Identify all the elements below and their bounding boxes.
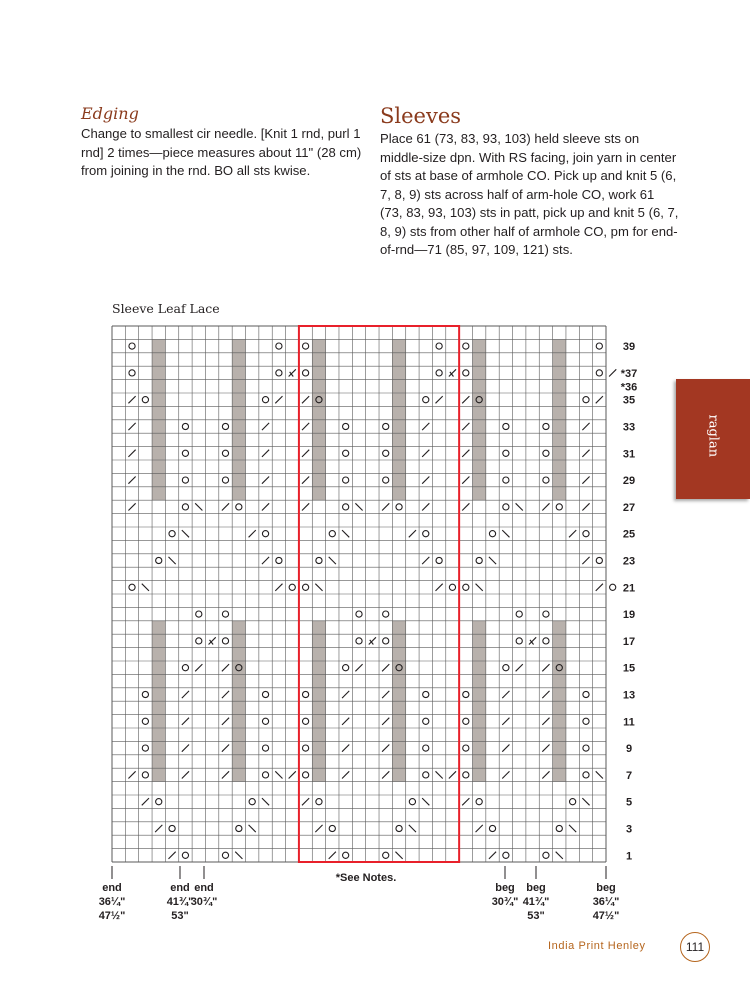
yarnover-symbol [556, 504, 562, 510]
yarnover-symbol [329, 825, 335, 831]
k2tog-symbol [128, 396, 135, 403]
row-label: 33 [622, 421, 636, 434]
yarnover-symbol [383, 477, 389, 483]
yarnover-symbol [583, 397, 589, 403]
size-marker-size: 30¾" [190, 896, 218, 908]
k2tog-symbol [436, 584, 443, 591]
yarnover-symbol [182, 450, 188, 456]
k2tog-symbol [542, 503, 549, 510]
yarnover-symbol [316, 799, 322, 805]
k2tog-symbol [262, 503, 269, 510]
k2tog-symbol [422, 477, 429, 484]
k2tog-symbol [302, 477, 309, 484]
yarnover-symbol [596, 557, 602, 563]
k2tog-symbol [596, 584, 603, 591]
yarnover-symbol [156, 799, 162, 805]
yarnover-symbol [343, 423, 349, 429]
k2tog-symbol [275, 584, 282, 591]
yarnover-symbol [343, 504, 349, 510]
yarnover-symbol [302, 772, 308, 778]
k2tog-symbol [302, 450, 309, 457]
size-marker-size: 41¾" [166, 896, 194, 908]
yarnover-symbol [449, 584, 455, 590]
yarnover-symbol [516, 638, 522, 644]
yarnover-symbol [503, 450, 509, 456]
k2tog-symbol [582, 503, 589, 510]
yarnover-symbol [222, 477, 228, 483]
ssk-symbol [195, 503, 202, 510]
k2tog-symbol [182, 771, 189, 778]
yarnover-symbol [356, 611, 362, 617]
yarnover-symbol [543, 450, 549, 456]
k2tog-symbol [382, 718, 389, 725]
yarnover-symbol [343, 477, 349, 483]
footer-title: India Print Henley [548, 940, 646, 952]
yarnover-symbol [583, 531, 589, 537]
k2tog-symbol [302, 396, 309, 403]
k2tog-symbol [222, 745, 229, 752]
k2tog-symbol [502, 771, 509, 778]
row-label: 3 [625, 823, 633, 836]
k2tog-symbol [422, 503, 429, 510]
k2tog-symbol [422, 557, 429, 564]
yarnover-symbol [583, 772, 589, 778]
k2tog-symbol [476, 825, 483, 832]
k2tog-symbol [262, 477, 269, 484]
yarnover-symbol [423, 745, 429, 751]
row-label: 25 [622, 528, 636, 541]
yarnover-symbol [583, 745, 589, 751]
k2tog-symbol [582, 423, 589, 430]
row-label: 23 [622, 555, 636, 568]
yarnover-symbol [262, 531, 268, 537]
k2tog-symbol [582, 450, 589, 457]
k2tog-symbol [222, 691, 229, 698]
size-marker-size: 36¼" [592, 896, 620, 908]
k2tog-symbol [342, 771, 349, 778]
yarnover-symbol [610, 584, 616, 590]
yarnover-symbol [142, 772, 148, 778]
ssk-symbol [342, 530, 349, 537]
size-marker-size: 53" [171, 910, 189, 922]
ssk-symbol [556, 852, 563, 859]
yarnover-symbol [236, 825, 242, 831]
yarnover-symbol [596, 370, 602, 376]
ssk-symbol [249, 825, 256, 832]
yarnover-symbol [396, 825, 402, 831]
yarnover-symbol [182, 504, 188, 510]
ssk-symbol [355, 503, 362, 510]
yarnover-symbol [596, 343, 602, 349]
yarnover-symbol [262, 691, 268, 697]
k2tog-symbol [302, 798, 309, 805]
yarnover-symbol [503, 504, 509, 510]
yarnover-symbol [182, 665, 188, 671]
k2tog-symbol [449, 771, 456, 778]
yarnover-symbol [142, 691, 148, 697]
k2tog-symbol [542, 771, 549, 778]
yarnover-symbol [383, 423, 389, 429]
edging-heading: Edging [81, 104, 139, 123]
yarnover-symbol [236, 504, 242, 510]
k2tog-symbol [182, 718, 189, 725]
yarnover-symbol [356, 638, 362, 644]
k2tog-symbol [128, 477, 135, 484]
row-label: 21 [622, 582, 636, 595]
k2tog-symbol [462, 450, 469, 457]
yarnover-symbol [436, 343, 442, 349]
ssk-symbol [262, 798, 269, 805]
yarnover-symbol [570, 799, 576, 805]
yarnover-symbol [503, 477, 509, 483]
yarnover-symbol [142, 718, 148, 724]
row-label: 9 [625, 743, 633, 756]
row-label: *36 [620, 381, 638, 394]
yarnover-symbol [543, 638, 549, 644]
sleeves-text: Place 61 (73, 83, 93, 103) held sleeve sts on middle-size dpn. With RS facing, join yarn in center of sts at base of armhole CO. Pick up and knit 5 (6, 7, 8, 9) sts across half of arm-hole CO, work 61 (73, 83, 93, 103) sts in patt, pick up and knit 5 (6, 7, 8, 9) sts from other half of armhole CO, pm for end-of-rnd—71 (85, 97, 109, 121) sts. [380, 131, 679, 257]
yarnover-symbol [343, 665, 349, 671]
yarnover-symbol [383, 638, 389, 644]
yarnover-symbol [129, 370, 135, 376]
yarnover-symbol [182, 423, 188, 429]
size-marker-label: end [194, 882, 214, 894]
row-label: 11 [623, 716, 635, 729]
k2tog-symbol [596, 396, 603, 403]
yarnover-symbol [129, 343, 135, 349]
k2tog-symbol [128, 503, 135, 510]
k2tog-symbol [249, 530, 256, 537]
k2tog-symbol [542, 745, 549, 752]
yarnover-symbol [423, 718, 429, 724]
yarnover-symbol [383, 852, 389, 858]
yarnover-symbol [583, 691, 589, 697]
k2tog-symbol [262, 423, 269, 430]
side-tab-label: raglan [705, 414, 721, 458]
k2tog-symbol [542, 664, 549, 671]
yarnover-symbol [463, 370, 469, 376]
size-marker-size: 47½" [98, 910, 126, 922]
k2tog-symbol [462, 503, 469, 510]
yarnover-symbol [222, 450, 228, 456]
yarnover-symbol [262, 718, 268, 724]
yarnover-symbol [302, 370, 308, 376]
yarnover-symbol [196, 611, 202, 617]
k2tog-symbol [342, 691, 349, 698]
yarnover-symbol [302, 718, 308, 724]
yarnover-symbol [476, 557, 482, 563]
row-label: 7 [625, 769, 633, 782]
k2tog-symbol [436, 396, 443, 403]
size-marker-label: beg [526, 882, 546, 894]
yarnover-symbol [543, 477, 549, 483]
yarnover-symbol [463, 745, 469, 751]
k2tog-symbol [182, 691, 189, 698]
yarnover-symbol [289, 584, 295, 590]
k2tog-symbol [342, 745, 349, 752]
yarnover-symbol [302, 343, 308, 349]
ssk-symbol [502, 530, 509, 537]
yarnover-symbol [476, 799, 482, 805]
k2tog-symbol [462, 798, 469, 805]
yarnover-symbol [423, 531, 429, 537]
k2tog-symbol [142, 798, 149, 805]
yarnover-symbol [329, 531, 335, 537]
page-number: 111 [680, 932, 710, 962]
k2tog-symbol [502, 718, 509, 725]
ssk-symbol [275, 771, 282, 778]
ssk-symbol [142, 584, 149, 591]
ssk-symbol [516, 503, 523, 510]
yarnover-symbol [463, 584, 469, 590]
yarnover-symbol [543, 611, 549, 617]
row-label: 29 [622, 475, 636, 488]
k2tog-symbol [262, 450, 269, 457]
k2tog-symbol [382, 745, 389, 752]
ssk-symbol [422, 798, 429, 805]
yarnover-symbol [249, 799, 255, 805]
k2tog-symbol [222, 718, 229, 725]
yarnover-symbol [423, 397, 429, 403]
k2tog-symbol [462, 477, 469, 484]
k2tog-symbol [422, 450, 429, 457]
ssk-symbol [168, 557, 175, 564]
ssk-symbol [436, 771, 443, 778]
k2tog-symbol [516, 664, 523, 671]
row-label: 31 [622, 448, 636, 461]
k2tog-symbol [409, 530, 416, 537]
yarnover-symbol [222, 638, 228, 644]
ssk-symbol [409, 825, 416, 832]
yarnover-symbol [222, 423, 228, 429]
yarnover-symbol [436, 557, 442, 563]
ssk-symbol [329, 557, 336, 564]
k2tog-symbol [195, 664, 202, 671]
k2tog-symbol [302, 503, 309, 510]
k2tog-symbol [222, 664, 229, 671]
ssk-symbol [315, 584, 322, 591]
yarnover-symbol [196, 638, 202, 644]
k2tog-symbol [462, 396, 469, 403]
yarnover-symbol [262, 772, 268, 778]
size-marker-size: 53" [527, 910, 545, 922]
k2tog-symbol [382, 503, 389, 510]
yarnover-symbol [262, 745, 268, 751]
yarnover-symbol [556, 825, 562, 831]
size-marker-size: 30¾" [491, 896, 519, 908]
k2tog-symbol [355, 664, 362, 671]
row-label: 13 [622, 689, 636, 702]
row-label: 27 [622, 501, 636, 514]
k2tog-symbol [582, 557, 589, 564]
edging-text: Change to smallest cir needle. [Knit 1 rnd, purl 1 rnd] 2 times—piece measures about 11" (28 cm) from joining in the rnd. BO all sts kwise. [81, 126, 362, 178]
yarnover-symbol [302, 691, 308, 697]
k2tog-symbol [502, 691, 509, 698]
ssk-symbol [476, 584, 483, 591]
k2tog-symbol [382, 771, 389, 778]
k2tog-symbol [128, 450, 135, 457]
size-marker-label: beg [495, 882, 515, 894]
size-marker-label: beg [596, 882, 616, 894]
ssk-symbol [395, 852, 402, 859]
k2tog-symbol [542, 691, 549, 698]
size-marker-label: end [102, 882, 122, 894]
k2tog-symbol [262, 557, 269, 564]
sleeves-heading: Sleeves [380, 104, 462, 128]
k2tog-symbol [128, 771, 135, 778]
yarnover-symbol [516, 611, 522, 617]
yarnover-symbol [222, 611, 228, 617]
k2tog-symbol [569, 530, 576, 537]
yarnover-symbol [343, 450, 349, 456]
ssk-symbol [182, 530, 189, 537]
ssk-symbol [569, 825, 576, 832]
yarnover-symbol [463, 718, 469, 724]
yarnover-symbol [503, 665, 509, 671]
yarnover-symbol [169, 531, 175, 537]
size-marker-size: 41¾" [522, 896, 550, 908]
yarnover-symbol [316, 557, 322, 563]
yarnover-symbol [182, 852, 188, 858]
yarnover-symbol [489, 825, 495, 831]
yarnover-symbol [343, 852, 349, 858]
row-label: 35 [622, 394, 636, 407]
yarnover-symbol [302, 745, 308, 751]
row-label: 15 [622, 662, 636, 675]
yarnover-symbol [396, 504, 402, 510]
ssk-symbol [489, 557, 496, 564]
yarnover-symbol [142, 397, 148, 403]
yarnover-symbol [383, 611, 389, 617]
yarnover-symbol [302, 584, 308, 590]
yarnover-symbol [276, 370, 282, 376]
yarnover-symbol [503, 423, 509, 429]
row-label: *37 [620, 367, 638, 380]
k2tog-symbol [302, 423, 309, 430]
k2tog-symbol [315, 825, 322, 832]
k2tog-symbol [342, 718, 349, 725]
yarnover-symbol [169, 825, 175, 831]
k2tog-symbol [329, 852, 336, 859]
yarnover-symbol [276, 557, 282, 563]
k2tog-symbol [382, 664, 389, 671]
yarnover-symbol [423, 691, 429, 697]
k2tog-symbol [582, 477, 589, 484]
k2tog-symbol [128, 423, 135, 430]
k2tog-symbol [422, 423, 429, 430]
yarnover-symbol [463, 343, 469, 349]
row-label: 19 [622, 609, 636, 622]
k2tog-symbol [222, 503, 229, 510]
yarnover-symbol [156, 557, 162, 563]
k2tog-symbol [542, 718, 549, 725]
chart-title: Sleeve Leaf Lace [112, 301, 220, 316]
row-label: 1 [625, 850, 633, 863]
k2tog-symbol [489, 852, 496, 859]
row-label: 17 [622, 635, 636, 648]
side-tab [676, 379, 750, 499]
yarnover-symbol [463, 691, 469, 697]
ssk-symbol [596, 771, 603, 778]
yarnover-symbol [543, 852, 549, 858]
k2tog-symbol [502, 745, 509, 752]
see-notes: *See Notes. [335, 872, 397, 884]
k2tog-symbol [275, 396, 282, 403]
k2tog-symbol [289, 771, 296, 778]
k2tog-symbol [382, 691, 389, 698]
yarnover-symbol [276, 343, 282, 349]
yarnover-symbol [543, 423, 549, 429]
k2tog-symbol [182, 745, 189, 752]
size-marker-size: 47½" [592, 910, 620, 922]
yarnover-symbol [129, 584, 135, 590]
row-label: 5 [625, 796, 633, 809]
ssk-symbol [235, 852, 242, 859]
yarnover-symbol [409, 799, 415, 805]
size-marker-size: 36¼" [98, 896, 126, 908]
yarnover-symbol [222, 852, 228, 858]
k2tog-symbol [155, 825, 162, 832]
k2tog-symbol [609, 369, 616, 376]
ssk-symbol [582, 798, 589, 805]
k2tog-symbol [168, 852, 175, 859]
yarnover-symbol [423, 772, 429, 778]
k2tog-symbol [462, 423, 469, 430]
size-marker-label: end [170, 882, 190, 894]
yarnover-symbol [383, 450, 389, 456]
yarnover-symbol [142, 745, 148, 751]
yarnover-symbol [503, 852, 509, 858]
yarnover-symbol [463, 772, 469, 778]
k2tog-symbol [222, 771, 229, 778]
yarnover-symbol [583, 718, 589, 724]
yarnover-symbol [262, 397, 268, 403]
yarnover-symbol [182, 477, 188, 483]
yarnover-symbol [489, 531, 495, 537]
yarnover-symbol [436, 370, 442, 376]
row-label: 39 [622, 341, 636, 354]
